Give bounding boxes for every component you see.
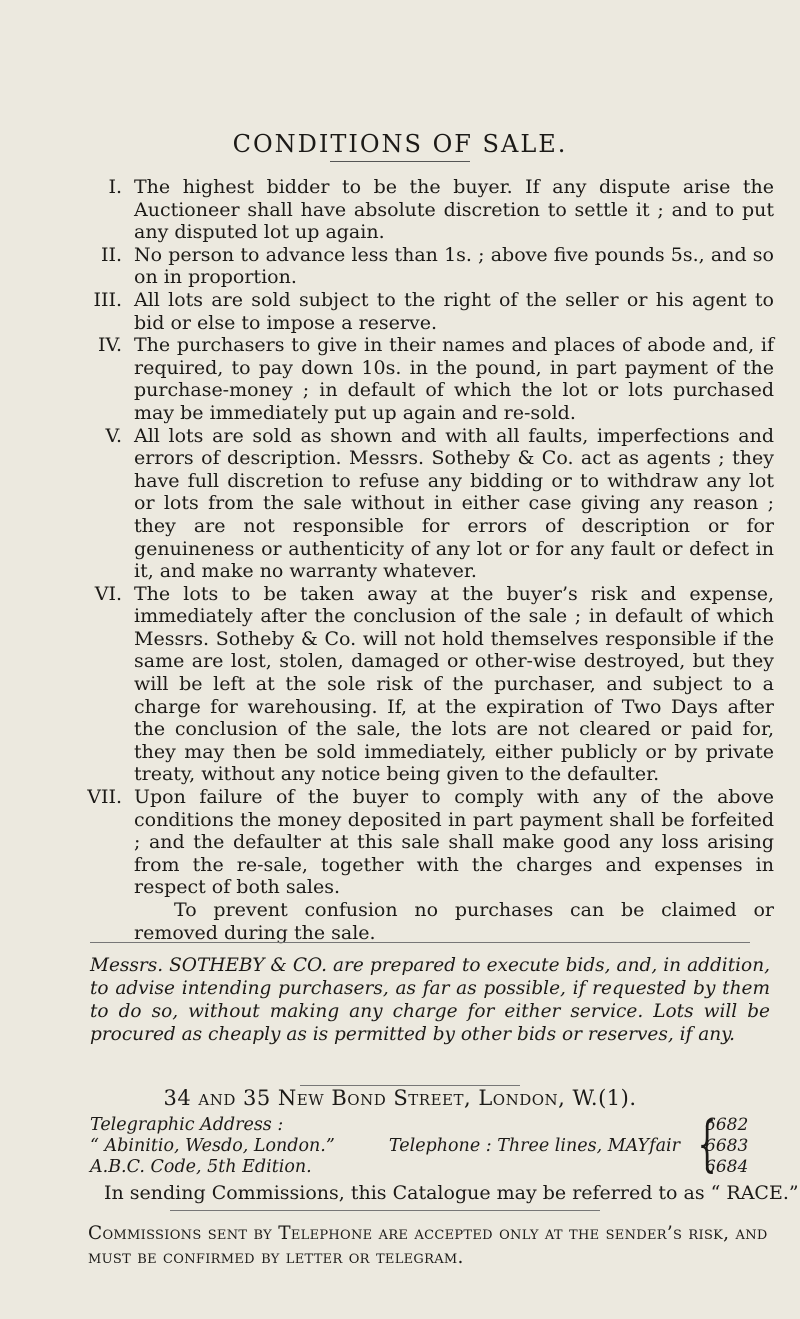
page-title: CONDITIONS OF SALE.: [232, 130, 568, 158]
closing-condition-row: [44, 899, 774, 944]
phone-number: 6684: [705, 1157, 749, 1177]
condition-item: [44, 289, 774, 334]
condition-item: [44, 425, 774, 583]
condition-number: V.: [105, 424, 122, 447]
bottom-divider: [170, 1210, 600, 1211]
telephone-label: Telephone : Three lines, MAYfair: [388, 1136, 680, 1156]
conditions-list: [44, 176, 774, 944]
condition-number: VI.: [94, 582, 122, 605]
telegraphic-address: “ Abinitio, Wesdo, London.”: [90, 1136, 335, 1156]
condition-number: VII.: [87, 786, 122, 809]
condition-item: [44, 583, 774, 786]
condition-text: All lots are sold subject to the right of the seller or his agent to bid or else to impose a reserve.: [134, 288, 774, 334]
condition-text: No person to advance less than 1s. ; above five pounds 5s., and so on in proportion.: [134, 243, 774, 289]
sending-commissions-note: In sending Commissions, this Catalogue may be referred to as “ RACE.”: [104, 1182, 799, 1204]
condition-text: The purchasers to give in their names and places of abode and, if required, to pay down 10s. in the pound, in part payment of the purchase-money ; in default of which the lot or lots purchased may be immediately put up again and re-sold.: [134, 334, 774, 424]
condition-item: [44, 334, 774, 424]
condition-item: [44, 786, 774, 899]
phone-number: 6682: [705, 1115, 749, 1135]
condition-number: IV.: [98, 334, 122, 357]
abc-code: A.B.C. Code, 5th Edition.: [90, 1157, 312, 1177]
condition-text: The highest bidder to be the buyer. If any dispute arise the Auctioneer shall have absolute discretion to settle it ; and to put any disputed lot up again.: [134, 176, 774, 244]
telegraphic-label: Telegraphic Address :: [90, 1115, 284, 1135]
title-underline: [330, 161, 470, 162]
condition-text: All lots are sold as shown and with all faults, imperfections and errors of description. Messrs. Sotheby & Co. act as agents ; they have full discretion to refuse any bidding or to withdraw any lot or lots from the sale without in either case giving any reason ; they are not responsible for errors of description or for genuineness or authenticity of any lot or for any fault or defect in it, and make no warranty whatever.: [134, 424, 774, 583]
phone-number: 6683: [705, 1136, 749, 1156]
closing-condition: To prevent confusion no purchases can be claimed or removed during the sale.: [134, 899, 774, 944]
address: 34 and 35 New Bond Street, London, W.(1).: [163, 1086, 637, 1110]
bids-notice: Messrs. SOTHEBY & CO. are prepared to execute bids, and, in addition, to advise intending purchasers, as far as possible, if requested by them to do so, without making any charge for either service. Lots will be procured as cheaply as is permitted by other bids or reserves, if any.: [90, 955, 770, 1045]
brace-icon: {: [697, 1109, 717, 1179]
condition-item: [44, 176, 774, 244]
condition-number: III.: [93, 288, 122, 311]
telephone-numbers: [705, 1115, 748, 1178]
condition-item: [44, 244, 774, 289]
telegraphic-block: [90, 1109, 760, 1179]
condition-number: I.: [108, 176, 122, 198]
section-divider: [90, 942, 750, 943]
commissions-notice: Commissions sent by Telephone are accepted only at the sender’s risk, and must be confirmed by letter or telegram.: [88, 1223, 768, 1268]
condition-text: Upon failure of the buyer to comply with any of the above conditions the money deposited in part payment shall be forfeited ; and the defaulter at this sale shall make good any loss arising from the re-sale, together with the charges and expenses in respect of both sales.: [134, 786, 774, 899]
condition-number: II.: [100, 243, 122, 266]
condition-text: The lots to be taken away at the buyer’s risk and expense, immediately after the conclusion of the sale ; in default of which Messrs. Sotheby & Co. will not hold themselves responsible if the same are lost, stolen, damaged or other-wise destroyed, but they will be left at the sole risk of the purchaser, and subject to a charge for warehousing. If, at the expiration of Two Days after the conclusion of the sale, the lots are not cleared or paid for, they may then be sold immediately, either publicly or by private treaty, without any notice being given to the defaulter.: [134, 582, 774, 786]
